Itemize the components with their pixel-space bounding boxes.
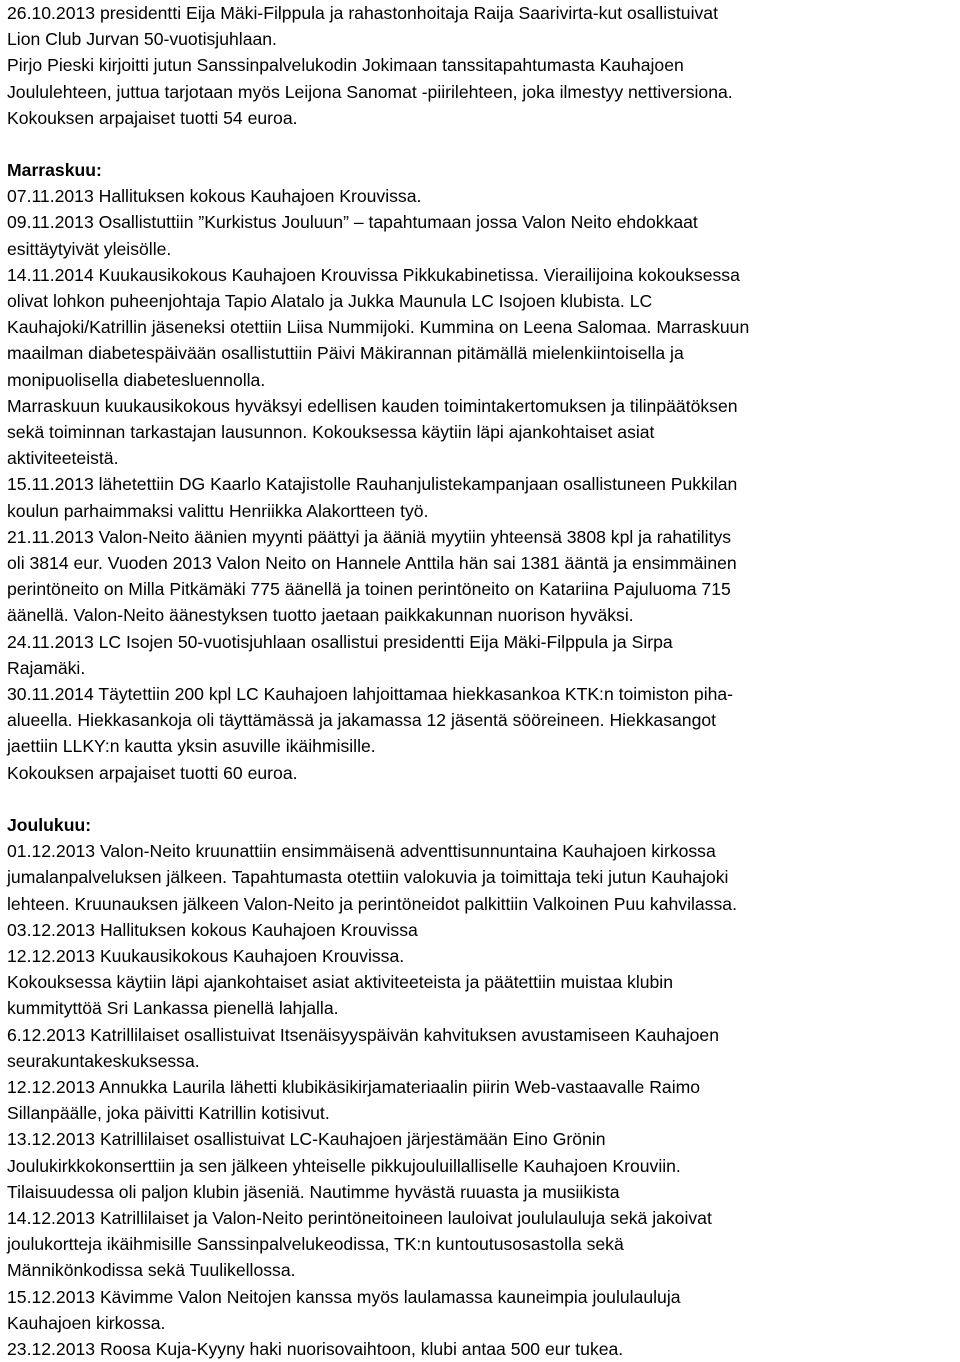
text-line: 30.11.2014 Täytettiin 200 kpl LC Kauhajoen lahjoittamaa hiekkasankoa KTK:n toimiston piha- <box>7 684 734 705</box>
text-line: 6.12.2013 Katrillilaiset osallistuivat Itsenäisyyspäivän kahvituksen avustamiseen Kauhajoen <box>7 1024 719 1045</box>
text-line: aktiviteeteistä. <box>7 448 119 469</box>
text-line: 07.11.2013 Hallituksen kokous Kauhajoen Krouvissa. <box>7 186 422 207</box>
text-line: Lion Club Jurvan 50-vuotisjuhlaan. <box>7 29 277 50</box>
text-line: Kauhajoen kirkossa. <box>7 1312 166 1333</box>
text-line: sekä toiminnan tarkastajan lausunnon. Kokouksessa käytiin läpi ajankohtaiset asiat <box>7 422 655 443</box>
text-line: äänellä. Valon-Neito äänestyksen tuotto jaetaan paikkakunnan nuorison hyväksi. <box>7 605 634 626</box>
text-line: Joulukirkkokonserttiin ja sen jälkeen yhteiselle pikkujouluillalliselle Kauhajoen Krouviin. <box>7 1155 681 1176</box>
november-section <box>7 157 957 786</box>
text-line: Männikönkodissa sekä Tuulikellossa. <box>7 1260 296 1281</box>
text-line: perintöneito on Milla Pitkämäki 775 äänellä ja toinen perintöneito on Katariina Pajuluoma 715 <box>7 579 731 600</box>
text-line: Kokouksen arpajaiset tuotti 54 euroa. <box>7 107 298 128</box>
intro-section <box>7 0 957 131</box>
text-line: jumalanpalveluksen jälkeen. Tapahtumasta otettiin valokuvia ja toimittaja teki jutun Kauhajoki <box>7 867 729 888</box>
text-line: koulun parhaimmaksi valittu Henriikka Alakortteen työ. <box>7 500 429 521</box>
text-line: 26.10.2013 presidentti Eija Mäki-Filppula ja rahastonhoitaja Raija Saarivirta-kut osallistuivat <box>7 3 718 23</box>
text-line: alueella. Hiekkasankoja oli täyttämässä ja jakamassa 12 jäsentä sööreineen. Hiekkasangot <box>7 710 717 731</box>
text-line: 21.11.2013 Valon-Neito äänien myynti päättyi ja ääniä myytiin yhteensä 3808 kpl ja rahatilitys <box>7 526 732 547</box>
text-line: maailman diabetespäivään osallistuttiin Päivi Mäkirannan pitämällä mielenkiintoisella ja <box>7 343 684 364</box>
text-line: seurakuntakeskuksessa. <box>7 1050 200 1071</box>
text-line: lehteen. Kruunauksen jälkeen Valon-Neito ja perintöneidot palkittiin Valkoinen Puu kahvilassa. <box>7 893 737 914</box>
text-line: Kauhajoki/Katrillin jäseneksi otettiin Liisa Nummijoki. Kummina on Leena Salomaa. Marraskuun <box>7 317 750 338</box>
text-line: Kokouksessa käytiin läpi ajankohtaiset asiat aktiviteeteista ja päätettiin muistaa klubin <box>7 972 674 993</box>
document-page <box>7 0 957 1362</box>
text-line: Tilaisuudessa oli paljon klubin jäseniä. Nautimme hyvästä ruuasta ja musiikista <box>7 1181 620 1202</box>
text-line: Rajamäki. <box>7 657 86 678</box>
december-section <box>7 812 957 1362</box>
text-line: jaettiin LLKY:n kautta yksin asuville ikäihmisille. <box>7 736 376 757</box>
text-line: Marraskuun kuukausikokous hyväksyi edellisen kauden toimintakertomuksen ja tilinpäätöksen <box>7 395 738 416</box>
text-line: kummityttöä Sri Lankassa pienellä lahjalla. <box>7 998 339 1019</box>
text-line: oli 3814 eur. Vuoden 2013 Valon Neito on Hannele Anttila hän sai 1381 ääntä ja ensimmäinen <box>7 553 737 574</box>
text-line: 09.11.2013 Osallistuttiin ”Kurkistus Jouluun” – tapahtumaan jossa Valon Neito ehdokkaat <box>7 212 698 233</box>
section-heading: Joulukuu: <box>7 814 92 835</box>
text-line: olivat lohkon puheenjohtaja Tapio Alatalo ja Jukka Maunula LC Isojoen klubista. LC <box>7 291 653 312</box>
text-line: 24.11.2013 LC Isojen 50-vuotisjuhlaan osallistui presidentti Eija Mäki-Filppula ja Sirpa <box>7 631 673 652</box>
text-line: esittäytyivät yleisölle. <box>7 238 172 259</box>
text-line: monipuolisella diabetesluennolla. <box>7 369 266 390</box>
text-line: 23.12.2013 Roosa Kuja-Kyyny haki nuorisovaihtoon, klubi antaa 500 eur tukea. <box>7 1338 624 1359</box>
text-line: 13.12.2013 Katrillilaiset osallistuivat LC-Kauhajoen järjestämään Eino Grönin <box>7 1129 606 1150</box>
text-line: 12.12.2013 Kuukausikokous Kauhajoen Krouvissa. <box>7 945 405 966</box>
text-line: joulukortteja ikäihmisille Sanssinpalvelukeodissa, TK:n kuntoutusosastolla sekä <box>7 1234 624 1255</box>
text-line: 15.12.2013 Kävimme Valon Neitojen kanssa myös laulamassa kauneimpia joululauluja <box>7 1286 681 1307</box>
text-line: 01.12.2013 Valon-Neito kruunattiin ensimmäisenä adventtisunnuntaina Kauhajoen kirkossa <box>7 841 716 862</box>
text-line: Sillanpäälle, joka päivitti Katrillin kotisivut. <box>7 1103 330 1124</box>
section-heading: Marraskuu: <box>7 160 102 181</box>
text-line: Pirjo Pieski kirjoitti jutun Sanssinpalvelukodin Jokimaan tanssitapahtumasta Kauhajoen <box>7 55 684 76</box>
text-line: 14.12.2013 Katrillilaiset ja Valon-Neito perintöneitoineen lauloivat joululauluja sekä jakoivat <box>7 1207 712 1228</box>
text-line: 15.11.2013 lähetettiin DG Kaarlo Katajistolle Rauhanjulistekampanjaan osallistuneen Pukkilan <box>7 474 738 495</box>
text-line: 03.12.2013 Hallituksen kokous Kauhajoen Krouvissa <box>7 919 418 940</box>
text-line: Kokouksen arpajaiset tuotti 60 euroa. <box>7 762 298 783</box>
text-line: 14.11.2014 Kuukausikokous Kauhajoen Krouvissa Pikkukabinetissa. Vierailijoina kokouksessa <box>7 264 740 285</box>
text-line: Joululehteen, juttua tarjotaan myös Leijona Sanomat -piirilehteen, joka ilmestyy nettiversiona. <box>7 81 733 102</box>
text-line: 12.12.2013 Annukka Laurila lähetti klubikäsikirjamateriaalin piirin Web-vastaavalle Raimo <box>7 1076 701 1097</box>
